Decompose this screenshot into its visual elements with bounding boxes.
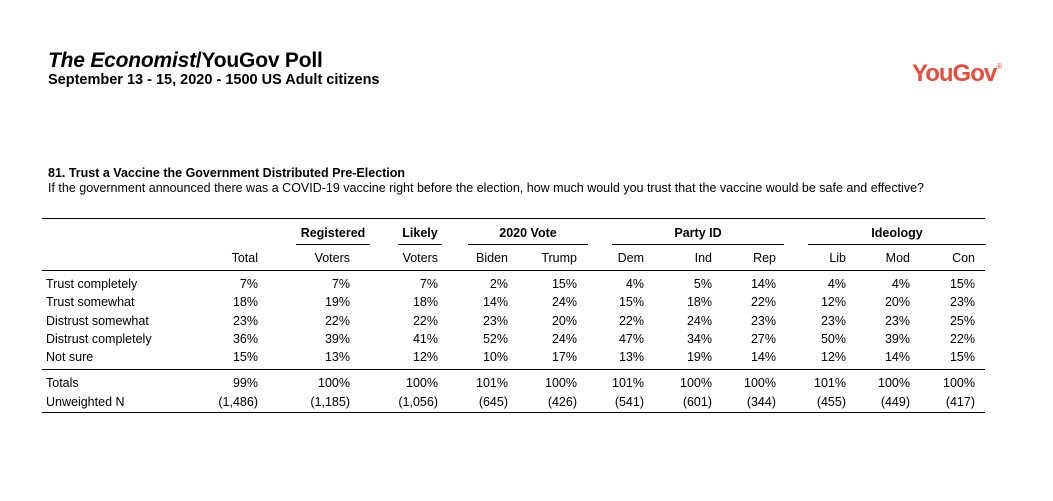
table-row-value: 14% — [884, 350, 910, 364]
table-row-value: 47% — [618, 332, 644, 346]
table-row-value: 17% — [551, 350, 577, 364]
group-underline — [398, 244, 442, 245]
table-row-value: 23% — [482, 314, 508, 328]
unweighted-n-row-value: (1,056) — [398, 395, 438, 409]
table-row-label: Distrust somewhat — [46, 314, 149, 328]
table-rule — [42, 218, 985, 219]
table-row-value: 22% — [324, 314, 350, 328]
column-header: Voters — [314, 251, 350, 265]
poll-header — [48, 50, 380, 88]
table-row-label: Trust completely — [46, 277, 138, 291]
table-row-value: 36% — [232, 332, 258, 346]
table-row-value: 7% — [419, 277, 438, 291]
group-header: Registered — [300, 226, 366, 240]
totals-row-value: 100% — [943, 376, 975, 390]
table-row-value: 52% — [482, 332, 508, 346]
table-row-value: 7% — [239, 277, 258, 291]
question-text: If the government announced there was a COVID-19 vaccine right before the election, how much would you trust that the vaccine would be safe and effective? — [48, 181, 924, 195]
totals-row-value: 100% — [744, 376, 776, 390]
unweighted-n-row-value: (601) — [682, 395, 712, 409]
table-row-value: 41% — [412, 332, 438, 346]
table-row-value: 4% — [625, 277, 644, 291]
unweighted-n-row-value: (449) — [880, 395, 910, 409]
table-row-value: 23% — [949, 295, 975, 309]
unweighted-n-row-value: (1,185) — [310, 395, 350, 409]
table-row-value: 12% — [820, 350, 846, 364]
table-row-value: 25% — [949, 314, 975, 328]
table-row-value: 13% — [324, 350, 350, 364]
group-underline — [612, 244, 784, 245]
totals-row-value: 101% — [814, 376, 846, 390]
table-row-value: 22% — [949, 332, 975, 346]
table-row-label: Distrust completely — [46, 332, 152, 346]
column-header: Biden — [476, 251, 508, 265]
table-row-value: 4% — [891, 277, 910, 291]
totals-row-value: 101% — [612, 376, 644, 390]
column-header: Lib — [829, 251, 846, 265]
table-row-value: 23% — [232, 314, 258, 328]
totals-row-value: 100% — [878, 376, 910, 390]
table-row-value: 22% — [618, 314, 644, 328]
table-row-value: 20% — [551, 314, 577, 328]
totals-row-value: 101% — [476, 376, 508, 390]
table-rule — [42, 270, 985, 271]
table-row-value: 18% — [412, 295, 438, 309]
unweighted-n-row-value: (1,486) — [218, 395, 258, 409]
table-row-value: 5% — [693, 277, 712, 291]
table-row-value: 24% — [686, 314, 712, 328]
totals-row-value: 100% — [318, 376, 350, 390]
group-header: Ideology — [871, 226, 923, 240]
totals-row-value: 100% — [406, 376, 438, 390]
totals-row-value: 100% — [545, 376, 577, 390]
column-header: Trump — [541, 251, 577, 265]
table-row-value: 22% — [750, 295, 776, 309]
column-header: Con — [952, 251, 975, 265]
totals-row-value: 99% — [232, 376, 258, 390]
totals-row-label: Totals — [46, 376, 79, 390]
table-row-value: 20% — [884, 295, 910, 309]
table-row-value: 19% — [324, 295, 350, 309]
unweighted-n-row-value: (426) — [547, 395, 577, 409]
table-row-value: 13% — [618, 350, 644, 364]
table-row-value: 23% — [884, 314, 910, 328]
table-row-value: 14% — [750, 350, 776, 364]
table-row-value: 24% — [551, 332, 577, 346]
table-row-value: 34% — [686, 332, 712, 346]
table-row-value: 19% — [686, 350, 712, 364]
table-row-value: 15% — [618, 295, 644, 309]
group-header: Party ID — [674, 226, 722, 240]
column-header: Rep — [753, 251, 776, 265]
table-row-value: 12% — [820, 295, 846, 309]
column-header: Ind — [694, 251, 712, 265]
table-row-value: 7% — [331, 277, 350, 291]
table-row-value: 4% — [827, 277, 846, 291]
question-title: 81. Trust a Vaccine the Government Distributed Pre-Election — [48, 166, 406, 180]
totals-row-value: 100% — [680, 376, 712, 390]
unweighted-n-row-value: (344) — [746, 395, 776, 409]
table-row-value: 15% — [949, 350, 975, 364]
unweighted-n-row-value: (541) — [614, 395, 644, 409]
group-underline — [468, 244, 588, 245]
table-row-value: 23% — [750, 314, 776, 328]
table-row-value: 12% — [412, 350, 438, 364]
column-header: Mod — [885, 251, 910, 265]
yougov-logo — [912, 60, 1001, 88]
table-row-label: Trust somewhat — [46, 295, 135, 309]
unweighted-n-row-value: (645) — [478, 395, 508, 409]
table-row-value: 15% — [551, 277, 577, 291]
table-row-value: 15% — [949, 277, 975, 291]
poll-title — [48, 50, 380, 72]
group-header: 2020 Vote — [499, 226, 557, 240]
table-row-value: 18% — [232, 295, 258, 309]
table-row-value: 24% — [551, 295, 577, 309]
poll-title-publication: The Economist — [48, 49, 196, 72]
column-header: Dem — [617, 251, 644, 265]
poll-title-suffix: /YouGov Poll — [195, 49, 323, 72]
registered-mark: ® — [996, 62, 1002, 71]
group-header: Likely — [402, 226, 438, 240]
table-rule — [42, 369, 985, 370]
group-underline — [296, 244, 370, 245]
unweighted-n-row-value: (455) — [816, 395, 846, 409]
table-row-label: Not sure — [46, 350, 94, 364]
yougov-logo-text: YouGov — [912, 60, 997, 87]
group-underline — [808, 244, 986, 245]
table-row-value: 50% — [820, 332, 846, 346]
unweighted-n-row-value: (417) — [945, 395, 975, 409]
table-rule — [42, 412, 985, 413]
poll-subtitle: September 13 - 15, 2020 - 1500 US Adult citizens — [48, 72, 380, 88]
table-row-value: 14% — [482, 295, 508, 309]
table-row-value: 10% — [482, 350, 508, 364]
table-row-value: 27% — [750, 332, 776, 346]
table-row-value: 39% — [884, 332, 910, 346]
table-row-value: 23% — [820, 314, 846, 328]
table-row-value: 14% — [750, 277, 776, 291]
table-row-value: 18% — [686, 295, 712, 309]
table-row-value: 22% — [412, 314, 438, 328]
table-row-value: 39% — [324, 332, 350, 346]
column-header: Voters — [402, 251, 438, 265]
unweighted-n-row-label: Unweighted N — [46, 395, 125, 409]
table-row-value: 2% — [489, 277, 508, 291]
table-row-value: 15% — [232, 350, 258, 364]
column-header: Total — [231, 251, 258, 265]
